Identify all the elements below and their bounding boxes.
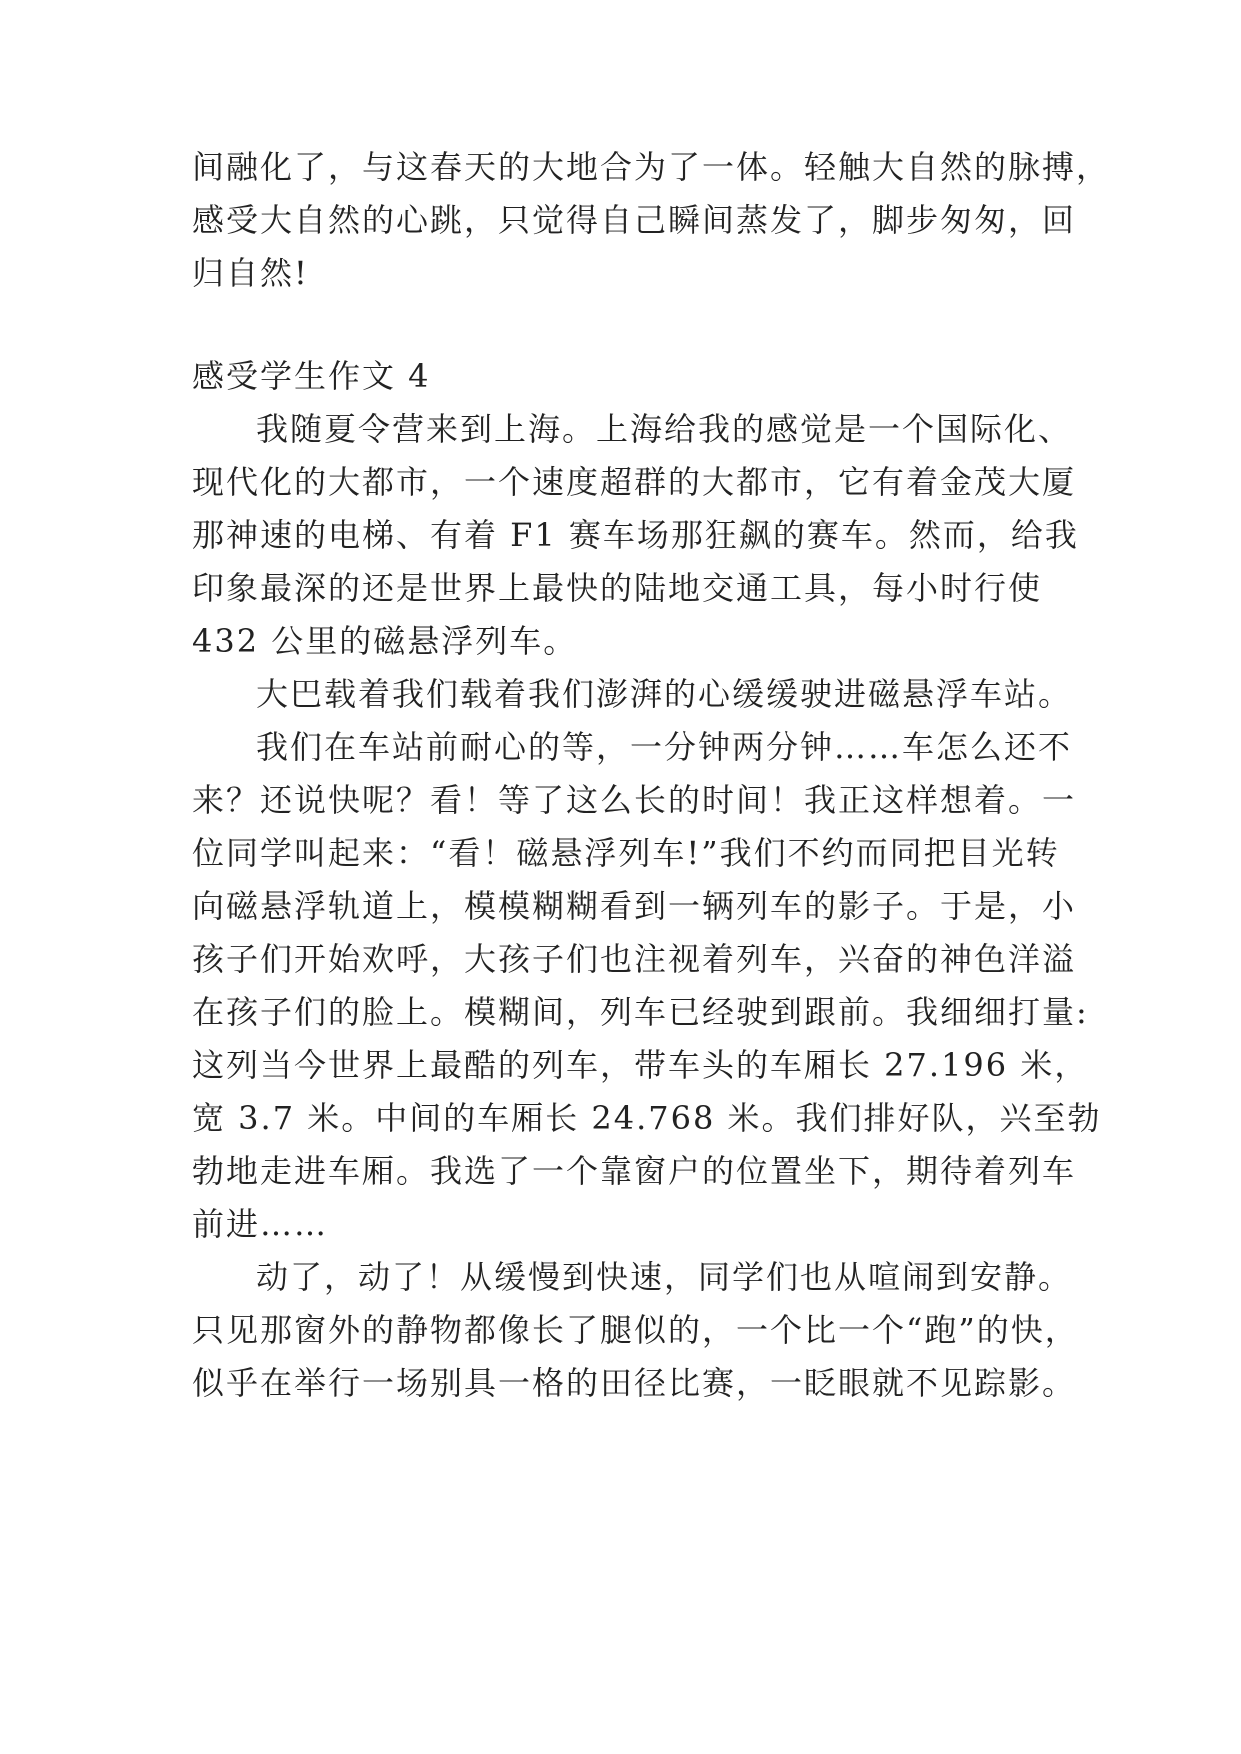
text-line: 这列当今世界上最酷的列车，带车头的车厢长 27.196 米，	[192, 1046, 1089, 1084]
text-line: 宽 3.7 米。中间的车厢长 24.768 米。我们排好队，兴至勃	[192, 1099, 1102, 1137]
text-line: 孩子们开始欢呼，大孩子们也注视着列车，兴奋的神色洋溢	[192, 940, 1077, 978]
text-line: 感受大自然的心跳，只觉得自己瞬间蒸发了，脚步匆匆，回	[192, 201, 1077, 239]
section-title: 感受学生作文 4	[192, 357, 431, 395]
text-line: 间融化了，与这春天的大地合为了一体。轻触大自然的脉搏，	[192, 148, 1111, 186]
text-line: 那神速的电梯、有着 F1 赛车场那狂飙的赛车。然而，给我	[192, 516, 1079, 554]
text-line: 位同学叫起来：“看！磁悬浮列车!”我们不约而同把目光转	[192, 834, 1060, 872]
text-line: 在孩子们的脸上。模糊间，列车已经驶到跟前。我细细打量:	[192, 993, 1089, 1031]
text-line: 现代化的大都市，一个速度超群的大都市，它有着金茂大厦	[192, 463, 1077, 501]
text-line: 勃地走进车厢。我选了一个靠窗户的位置坐下，期待着列车	[192, 1152, 1077, 1190]
text-line: 大巴载着我们载着我们澎湃的心缓缓驶进磁悬浮车站。	[256, 675, 1073, 713]
text-line: 似乎在举行一场别具一格的田径比赛，一眨眼就不见踪影。	[192, 1364, 1077, 1402]
text-line: 动了，动了！从缓慢到快速，同学们也从喧闹到安静。	[256, 1258, 1073, 1296]
text-line: 我随夏令营来到上海。上海给我的感觉是一个国际化、	[256, 410, 1073, 448]
text-line: 前进……	[192, 1205, 329, 1243]
text-line: 归自然!	[192, 254, 309, 292]
text-line: 我们在车站前耐心的等，一分钟两分钟……车怎么还不	[256, 728, 1073, 766]
text-line: 来？还说快呢？看！等了这么长的时间！我正这样想着。一	[192, 781, 1077, 819]
text-line: 印象最深的还是世界上最快的陆地交通工具，每小时行使	[192, 569, 1043, 607]
text-line: 只见那窗外的静物都像长了腿似的，一个比一个“跑”的快，	[192, 1311, 1079, 1349]
text-line: 432 公里的磁悬浮列车。	[192, 622, 578, 660]
text-line: 向磁悬浮轨道上，模模糊糊看到一辆列车的影子。于是，小	[192, 887, 1077, 925]
